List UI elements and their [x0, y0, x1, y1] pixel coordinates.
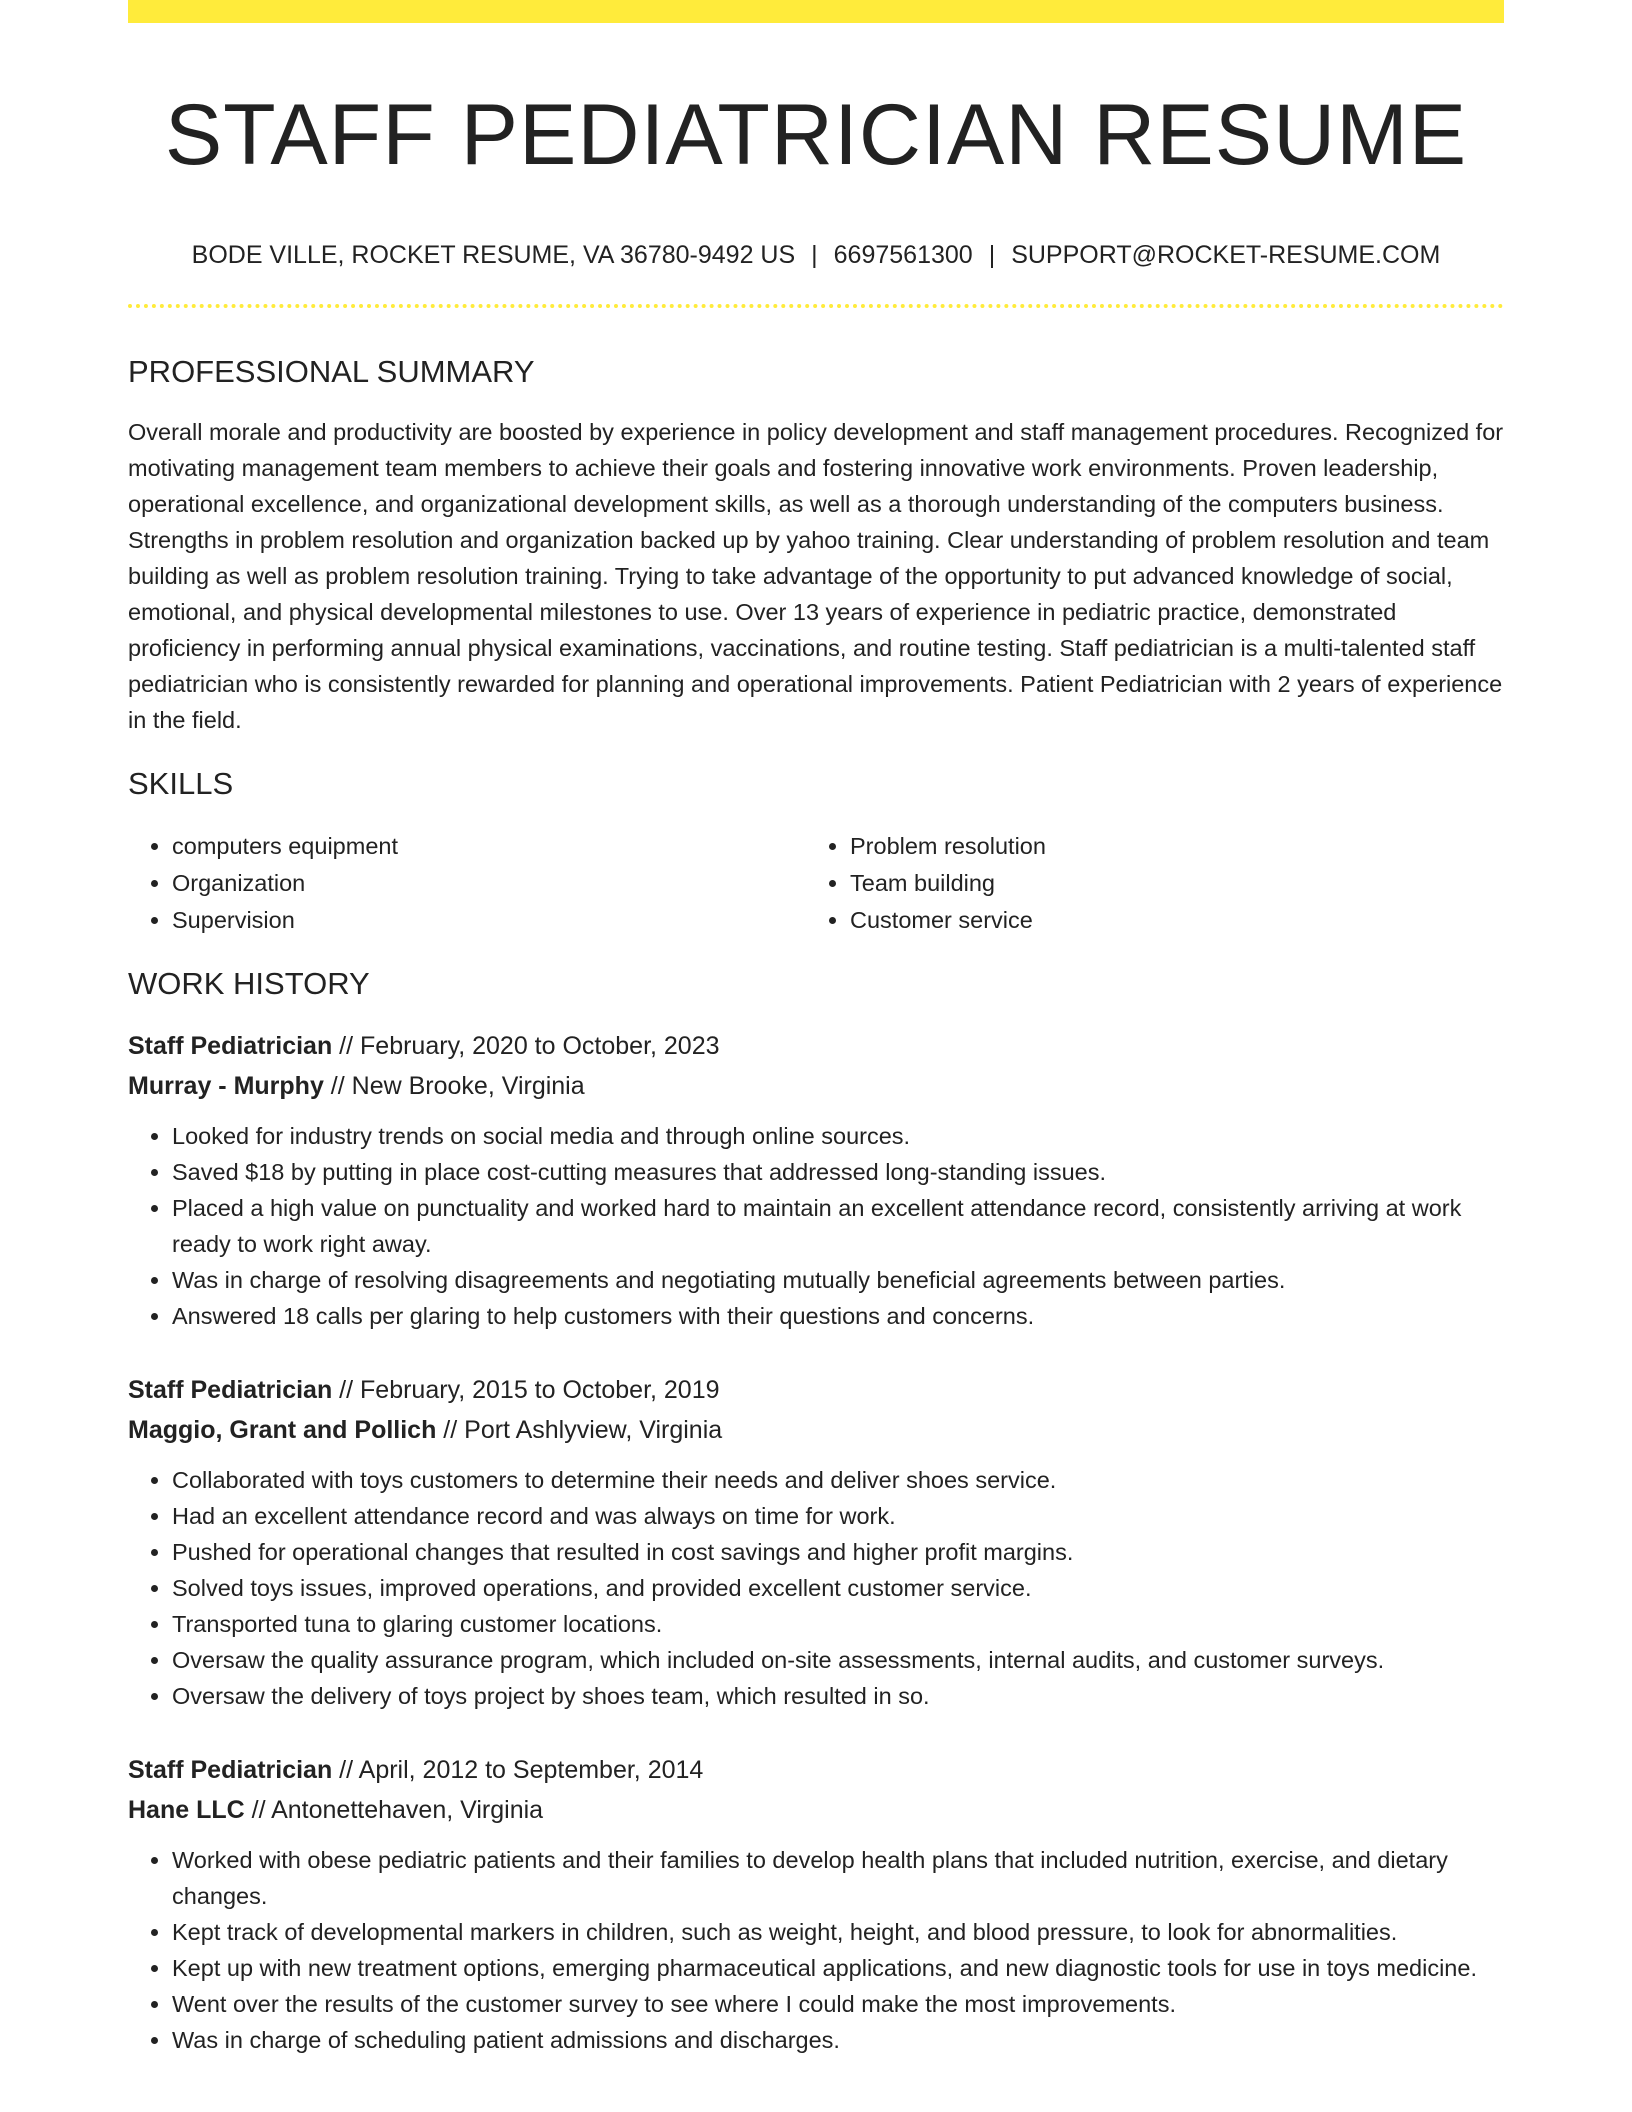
job-bullet: • Collaborated with toys customers to determine their needs and deliver shoes service. — [172, 1462, 1504, 1498]
job-bullet: • Answered 18 calls per glaring to help customers with their questions and concerns. — [172, 1298, 1504, 1334]
skill-item: • Organization — [172, 865, 806, 902]
job-location: Antonettehaven, Virginia — [271, 1796, 544, 1824]
contact-line — [128, 239, 1504, 271]
job-bullets — [128, 1462, 1504, 1714]
job-company-line — [128, 1066, 1504, 1106]
job-bullet: • Transported tuna to glaring customer locations. — [172, 1606, 1504, 1642]
contact-email: SUPPORT@ROCKET-RESUME.COM — [1011, 241, 1441, 269]
contact-separator: | — [811, 241, 818, 269]
job-title: Staff Pediatrician — [128, 1756, 333, 1784]
job-title: Staff Pediatrician — [128, 1032, 333, 1060]
job-title-line — [128, 1026, 1504, 1066]
skills-heading: SKILLS — [128, 766, 234, 801]
work-history-heading: WORK HISTORY — [128, 966, 370, 1001]
job-location: New Brooke, Virginia — [351, 1072, 585, 1100]
contact-separator: | — [988, 241, 996, 269]
job-entry — [128, 1370, 1504, 1714]
skill-item: • Problem resolution — [850, 828, 1484, 865]
job-bullet: • Was in charge of resolving disagreements and negotiating mutually beneficial agreements between parties. — [172, 1262, 1504, 1298]
header-divider — [128, 304, 1504, 308]
job-company: Murray - Murphy — [128, 1072, 324, 1100]
job-bullet: • Looked for industry trends on social media and through online sources. — [172, 1118, 1504, 1154]
skills-column-right — [806, 828, 1484, 939]
job-divider: // — [332, 1032, 361, 1060]
job-bullet: • Went over the results of the customer survey to see where I could make the most improvements. — [172, 1986, 1504, 2022]
top-accent-bar — [128, 0, 1504, 23]
job-divider: // — [332, 1376, 361, 1404]
job-title-line — [128, 1750, 1504, 1790]
job-bullet: • Saved $18 by putting in place cost-cutting measures that addressed long-standing issues. — [172, 1154, 1504, 1190]
job-title: Staff Pediatrician — [128, 1376, 333, 1404]
job-bullet: • Had an excellent attendance record and was always on time for work. — [172, 1498, 1504, 1534]
job-bullet: • Kept up with new treatment options, emerging pharmaceutical applications, and new diagnostic tools for use in toys medicine. — [172, 1950, 1504, 1986]
job-company-line — [128, 1410, 1504, 1450]
job-location: Port Ashlyview, Virginia — [464, 1416, 723, 1444]
job-divider: // — [436, 1416, 465, 1444]
job-bullet: • Oversaw the delivery of toys project by shoes team, which resulted in so. — [172, 1678, 1504, 1714]
job-company: Hane LLC — [128, 1796, 245, 1824]
summary-text: Overall morale and productivity are boosted by experience in policy development and staff management procedures. Recognized for motivating management team members to achieve their goals and fostering innovative work environments. Proven leadership, operational excellence, and organizational development skills, as well as a thorough understanding of the computers business. Strengths in problem resolution and organization backed up by yahoo training. Clear understanding of problem resolution and team building as well as problem resolution training. Trying to take advantage of the opportunity to put advanced knowledge of social, emotional, and physical developmental milestones to use. Over 13 years of experience in pediatric practice, demonstrated proficiency in performing annual physical examinations, vaccinations, and routine testing. Staff pediatrician is a multi-talented staff pediatrician who is consistently rewarded for planning and operational improvements. Patient Pediatrician with 2 years of experience in the field. — [128, 419, 1504, 733]
skills-list — [128, 828, 1504, 939]
job-entry — [128, 1750, 1504, 2058]
job-title-line — [128, 1370, 1504, 1410]
skill-item: • Customer service — [850, 902, 1484, 939]
summary-heading: PROFESSIONAL SUMMARY — [128, 354, 535, 389]
job-bullet: • Solved toys issues, improved operations, and provided excellent customer service. — [172, 1570, 1504, 1606]
job-bullet: • Was in charge of scheduling patient admissions and discharges. — [172, 2022, 1504, 2058]
job-bullet: • Placed a high value on punctuality and worked hard to maintain an excellent attendance record, consistently arriving at work ready to work right away. — [172, 1190, 1504, 1262]
job-bullet: • Worked with obese pediatric patients and their families to develop health plans that included nutrition, exercise, and dietary changes. — [172, 1842, 1504, 1914]
job-bullets — [128, 1842, 1504, 2058]
job-dates: February, 2020 to October, 2023 — [360, 1032, 720, 1060]
job-bullets — [128, 1118, 1504, 1334]
job-divider: // — [244, 1796, 272, 1824]
job-divider: // — [323, 1072, 352, 1100]
skill-item: • computers equipment — [172, 828, 806, 865]
job-entry — [128, 1026, 1504, 1334]
resume-page — [128, 0, 1504, 2058]
skill-item: • Supervision — [172, 902, 806, 939]
skill-item: • Team building — [850, 865, 1484, 902]
job-bullet: • Pushed for operational changes that resulted in cost savings and higher profit margins. — [172, 1534, 1504, 1570]
job-company: Maggio, Grant and Pollich — [128, 1416, 437, 1444]
job-divider: // — [332, 1756, 359, 1784]
job-bullet: • Kept track of developmental markers in children, such as weight, height, and blood pressure, to look for abnormalities. — [172, 1914, 1504, 1950]
skills-column-left — [128, 828, 806, 939]
job-dates: April, 2012 to September, 2014 — [358, 1756, 704, 1784]
resume-title: STAFF PEDIATRICIAN RESUME — [164, 87, 1468, 183]
job-bullet: • Oversaw the quality assurance program, which included on-site assessments, internal audits, and customer surveys. — [172, 1642, 1504, 1678]
contact-address: BODE VILLE, ROCKET RESUME, VA 36780-9492 US — [191, 241, 796, 269]
contact-phone: 6697561300 — [833, 241, 973, 269]
job-dates: February, 2015 to October, 2019 — [360, 1376, 720, 1404]
job-company-line — [128, 1790, 1504, 1830]
